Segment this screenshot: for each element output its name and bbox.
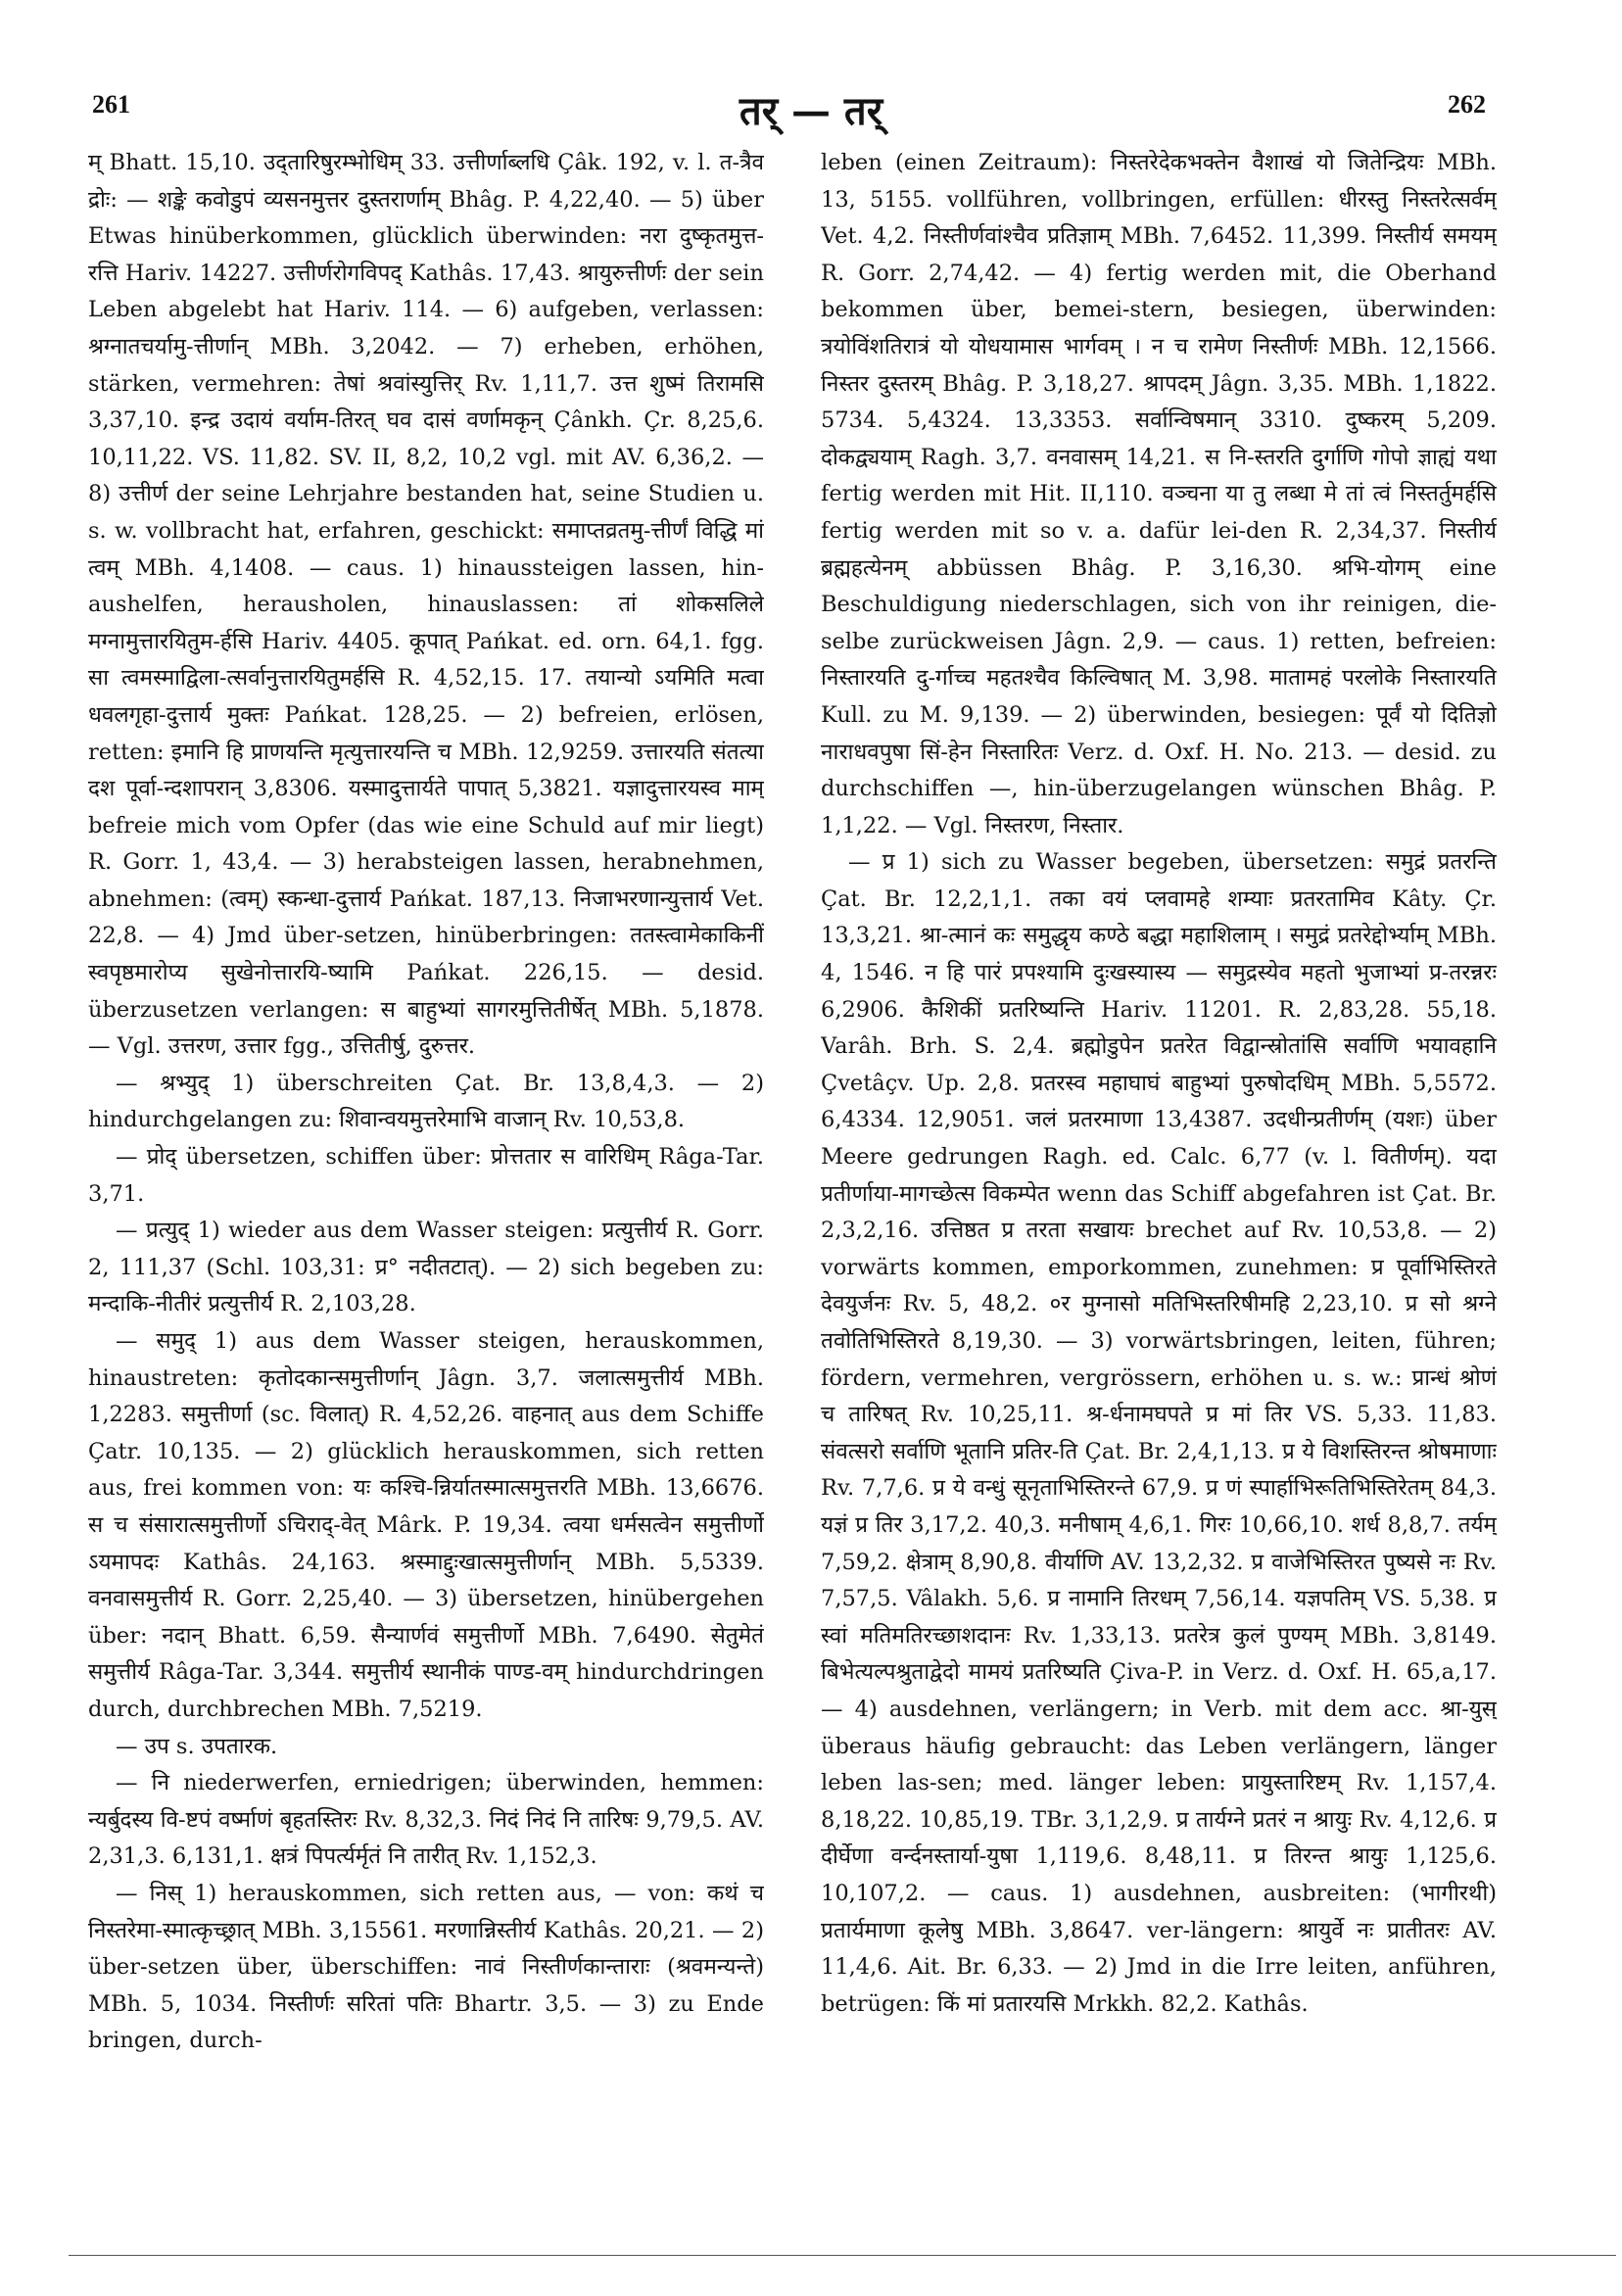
page-number-left: 261	[92, 90, 130, 119]
bottom-divider	[69, 2255, 1616, 2256]
entry-paragraph: leben (einen Zeitraum): निस्तरेदेकभक्तेन वैशाखं यो जितेन्द्रियः MBh. 13, 5155. vollführen, vollbringen, erfüllen: धीरस्तु निस्तरेत्सर्वम् Vet. 4,2. निस्तीर्णवांश्चैव प्रतिज्ञाम् MBh. 7,6452. 11,399. निस्तीर्य समयम् R. Gorr. 2,74,42. — 4) fertig werden mit, die Oberhand bekommen über, bemei-stern, besiegen, überwinden: त्रयोविंशतिरात्रं यो योधयामास भार्गवम् । न च रामेण निस्तीर्णः MBh. 12,1566. निस्तर दुस्तरम् Bhâg. P. 3,18,27. श्रापदम् Jâgn. 3,35. MBh. 1,1822. 5734. 5,4324. 13,3353. सर्वान्विषमान् 3310. दुष्करम् 5,209. दोकद्व्ययाम् Ragh. 3,7. वनवासम् 14,21. स नि-स्तरति दुर्गाणि गोपो ज्ञाह्यं यथा fertig werden mit Hit. II,110. वञ्चना या तु लब्धा मे तां त्वं निस्तर्तुमर्हसि fertig werden mit so v. a. dafür lei-den R. 2,34,37. निस्तीर्य ब्रह्महत्येनम् abbüssen Bhâg. P. 3,16,30. श्रभि-योगम् eine Beschuldigung niederschlagen, sich von ihr reinigen, die-selbe zurückweisen Jâgn. 2,9. — caus. 1) retten, befreien: निस्तारयति दु-र्गाच्च महतश्चैव किल्विषात् M. 3,98. मातामहं परलोके निस्तारयति Kull. zu M. 9,139. — 2) überwinden, besiegen: पूर्वं यो दितिज्ञो नाराधवपुषा सिं-हेन निस्तारितः Verz. d. Oxf. H. No. 213. — desid. zu durchschiffen —, hin-überzugelangen wünschen Bhâg. P. 1,1,22. — Vgl. निस्तरण, निस्तार.	[821, 150, 1497, 838]
page-number-right: 262	[1448, 90, 1486, 119]
entry-paragraph: म् Bhatt. 15,10. उद्तारिषुरम्भोधिम् 33. उत्तीर्णाब्लधि Çâk. 192, v. l. त-त्रैव द्रोः: — शङ्के कवोडुपं व्यसनमुत्तर दुस्तरार्णाम् Bhâg. P. 4,22,40. — 5) über Etwas hinüberkommen, glücklich überwinden: नरा दुष्कृतमुत्त-रत्ति Hariv. 14227. उत्तीर्णरोगविपद् Kathâs. 17,43. श्रायुरुत्तीर्णः der sein Leben abgelebt hat Hariv. 114. — 6) aufgeben, verlassen: श्रग्नातचर्यामु-त्तीर्णान् MBh. 3,2042. — 7) erheben, erhöhen, stärken, vermehren: तेषां श्रवांस्युत्तिर् Rv. 1,11,7. उत्त शुष्मं तिरामसि 3,37,10. इन्द्र उदायं वर्याम-तिरत् घव दासं वर्णामकृन् Çânkh. Çr. 8,25,6. 10,11,22. VS. 11,82. SV. II, 8,2, 10,2 vgl. mit AV. 6,36,2. — 8) उत्तीर्ण der seine Lehrjahre bestanden hat, seine Studien u. s. w. vollbracht hat, erfahren, geschickt: समाप्तव्रतमु-त्तीर्णं विद्धि मां त्वम् MBh. 4,1408. — caus. 1) hinaussteigen lassen, hin-aushelfen, herausholen, hinauslassen: तां शोकसलिले मग्नामुत्तारयितुम-र्हसि Hariv. 4405. कूपात् Pańkat. ed. orn. 64,1. fgg. सा त्वमस्माद्विला-त्सर्वानुत्तारयितुमर्हसि R. 4,52,15. 17. तयान्यो ऽयमिति मत्वा धवलगृहा-दुत्तार्य मुक्तः Pańkat. 128,25. — 2) befreien, erlösen, retten: इमानि हि प्राणयन्ति मृत्युत्तारयन्ति च MBh. 12,9259. उत्तारयति संतत्या दश पूर्वा-न्दशापरान् 3,8306. यस्मादुत्तार्यते पापात् 5,3821. यज्ञादुत्तारयस्व माम् befreie mich vom Opfer (das wie eine Schuld auf mir liegt) R. Gorr. 1, 43,4. — 3) herabsteigen lassen, herabnehmen, abnehmen: (त्वम्) स्कन्धा-दुत्तार्य Pańkat. 187,13. निजाभरणान्युत्तार्य Vet. 22,8. — 4) Jmd über-setzen, hinüberbringen: ततस्त्वामेकाकिनीं स्वपृष्ठमारोप्य सुखेनोत्तारयि-ष्यामि Pańkat. 226,15. — desid. überzusetzen verlangen: स बाहुभ्यां सागरमुत्तितीर्षेत् MBh. 5,1878. — Vgl. उत्तरण, उत्तार fgg., उत्तितीर्षु, दुरुत्तर.	[88, 150, 764, 1060]
entry-paragraph: — प्र 1) sich zu Wasser begeben, übersetzen: समुद्रं प्रतरन्ति Çat. Br. 12,2,1,1. तका वयं प्लवामहे शम्याः प्रतरतामिव Kâty. Çr. 13,3,21. श्रा-त्मानं कः समुद्धृय कण्ठे बद्धा महाशिलाम् । समुद्रं प्रतरेद्दोर्भ्याम् MBh. 4, 1546. न हि पारं प्रपश्यामि दुःखस्यास्य — समुद्रस्येव महतो भुजाभ्यां प्र-तरन्नरः 6,2906. कैशिकीं प्रतरिष्यन्ति Hariv. 11201. R. 2,83,28. 55,18. Varâh. Brh. S. 2,4. ब्रह्मोडुपेन प्रतरेत विद्वान्स्रोतांसि सर्वाणि भयावहानि Çvetâçv. Up. 2,8. प्रतरस्व महाघाघं बाहुभ्यां पुरुषोदधिम् MBh. 5,5572. 6,4334. 12,9051. जलं प्रतरमाणा 13,4387. उदधीन्प्रतीर्णम् (यशः) über Meere gedrungen Ragh. ed. Calc. 6,77 (v. l. वितीर्णम्). यदा प्रतीर्णाया-मागच्छेत्स विकम्पेत wenn das Schiff abgefahren ist Çat. Br. 2,3,2,16. उत्तिष्ठत प्र तरता सखायः brechet auf Rv. 10,53,8. — 2) vorwärts kommen, emporkommen, zunehmen: प्र पूर्वाभिस्तिरते देवयुर्जनः Rv. 5, 48,2. ०र मुग्नासो मतिभिस्तरिषीमहि 2,23,10. प्र सो श्रग्ने तवोतिभिस्तिरते 8,19,30. — 3) vorwärtsbringen, leiten, führen; fördern, vermehren, vergrössern, erhöhen u. s. w.: प्रान्धं श्रोणं च तारिषत् Rv. 10,25,11. श्र-र्धनामघपते प्र मां तिर VS. 5,33. 11,83. संवत्सरो सर्वाणि भूतानि प्रतिर-ति Çat. Br. 2,4,1,13. प्र ये विशस्तिरन्त श्रोषमाणाः Rv. 7,7,6. प्र ये वन्धुं सूनृताभिस्तिरन्ते 67,9. प्र णं स्पार्हाभिरूतिभिस्तिरेतम् 84,3. यज्ञं प्र तिर 3,17,2. 40,3. मनीषाम् 4,6,1. गिरः 10,66,10. शर्ध 8,8,7. तर्यम् 7,59,2. क्षेत्राम् 8,90,8. वीर्याणि AV. 13,2,32. प्र वाजेभिस्तिरत पुष्यसे नः Rv. 7,57,5. Vâlakh. 5,6. प्र नामानि तिरधम् 7,56,14. यज्ञपतिम् VS. 5,38. प्र स्वां मतिमतिरच्छाशदानः Rv. 1,33,13. प्रतरेत्र कुलं पुण्यम् MBh. 3,8149. बिभेत्यल्पश्रुताद्वेदो मामयं प्रतरिष्यति Çiva-P. in Verz. d. Oxf. H. 65,a,17. — 4) ausdehnen, verlängern; in Verb. mit dem acc. श्रा-युस् überaus häufig gebraucht: das Leben verlängern, länger leben las-sen; med. länger leben: प्रायुस्तारिष्टम् Rv. 1,157,4. 8,18,22. 10,85,19. TBr. 3,1,2,9. प्र तार्यग्ने प्रतरं न श्रायुः Rv. 4,12,6. प्र दीर्घेणा वर्न्दनस्तार्या-युषा 1,119,6. 8,48,11. प्र तिरन्त श्रायुः 1,125,6. 10,107,2. — caus. 1) ausdehnen, ausbreiten: (भागीरथी) प्रतार्यमाणा कूलेषु MBh. 3,8647. ver-längern: श्रायुर्वे नः प्रातीतरः AV. 11,4,6. Ait. Br. 6,33. — 2) Jmd in die Irre leiten, anführen, betrügen: किं मां प्रतारयसि Mrkkh. 82,2. Kathâs.	[821, 849, 1497, 2017]
left-column	[88, 145, 764, 2065]
page-header	[0, 0, 1622, 147]
entry-paragraph: — उप s. उपतारक.	[116, 1733, 278, 1759]
entry-paragraph: — प्रोद् übersetzen, schiffen über: प्रोत्ततार स वारिधिम् Râga-Tar. 3,71.	[88, 1144, 764, 1207]
right-column	[821, 145, 1497, 2065]
entry-paragraph: — समुद् 1) aus dem Wasser steigen, herauskommen, hinaustreten: कृतोदकान्समुत्तीर्णान् Jâgn. 3,7. जलात्समुत्तीर्य MBh. 1,2283. समुत्तीर्णा (sc. विलात्) R. 4,52,26. वाहनात् aus dem Schiffe Çatr. 10,135. — 2) glücklich herauskommen, sich retten aus, frei kommen von: यः कश्चि-न्निर्यातस्मात्समुत्तरति MBh. 13,6676. स च संसारात्समुत्तीर्णो ऽचिराद्-वेत् Mârk. P. 19,34. त्वया धर्मसत्वेन समुत्तीर्णो ऽयमापदः Kathâs. 24,163. श्रस्माद्दुःखात्समुत्तीर्णान् MBh. 5,5339. वनवासमुत्तीर्य R. Gorr. 2,25,40. — 3) übersetzen, hinübergehen über: नदान् Bhatt. 6,59. सैन्यार्णवं समुत्तीर्णो MBh. 7,6490. सेतुमेतं समुत्तीर्य Râga-Tar. 3,344. समुत्तीर्य स्थानीकं पाण्ड-वम् hindurchdringen durch, durchbrechen MBh. 7,5219.	[88, 1328, 764, 1722]
entry-paragraph: — नि niederwerfen, erniedrigen; überwinden, hemmen: न्यर्बुदस्य वि-ष्टपं वर्ष्माणं बृहतस्तिरः Rv. 8,32,3. निदं निदं नि तारिषः 9,79,5. AV. 2,31,3. 6,131,1. क्षत्रं पिपर्त्यर्मृतं नि तारीत् Rv. 1,152,3.	[88, 1770, 764, 1870]
entry-paragraph: — प्रत्युद् 1) wieder aus dem Wasser steigen: प्रत्युत्तीर्य R. Gorr. 2, 111,37 (Schl. 103,31: प्र° नदीतटात्). — 2) sich begeben zu: मन्दाकि-नीतीरं प्रत्युत्तीर्य R. 2,103,28.	[88, 1218, 764, 1317]
entry-paragraph: — श्रभ्युद् 1) überschreiten Çat. Br. 13,8,4,3. — 2) hindurchgelangen zu: शिवान्वयमुत्तरेमाभि वाजान् Rv. 10,53,8.	[88, 1070, 764, 1133]
running-title: तर् — तर्	[739, 88, 883, 134]
entry-paragraph: — निस् 1) herauskommen, sich retten aus, — von: कथं च निस्तरेमा-स्मात्कृच्छ्रात् MBh. 3,15561. मरणान्निस्तीर्य Kathâs. 20,21. — 2) über-setzen über, überschiffen: नावं निस्तीर्णकान्ताराः (श्रवमन्यन्ते) MBh. 5, 1034. निस्तीर्णः सरितां पतिः Bhartr. 3,5. — 3) zu Ende bringen, durch-	[88, 1880, 764, 2054]
